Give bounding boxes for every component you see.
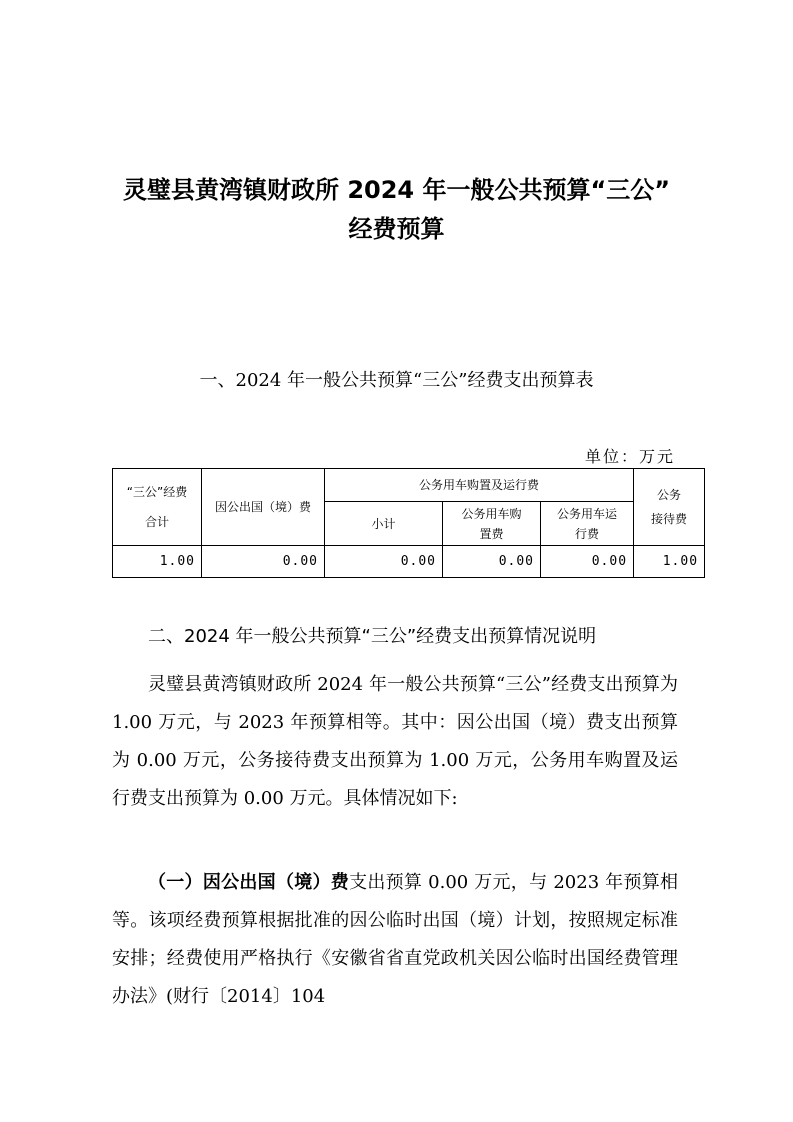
header-total-top: “三公”经费 — [126, 485, 188, 499]
header-total — [113, 469, 202, 546]
header-vehicle-operation: 公务用车运行费 — [541, 502, 634, 546]
unit-label: 单位：万元 — [584, 447, 675, 466]
header-vehicle-group: 公务用车购置及运行费 — [325, 469, 634, 502]
paragraph-2-heading: （一）因公出国（境）费 — [148, 872, 350, 893]
paragraph-1: 灵璧县黄湾镇财政所 2024 年一般公共预算“三公”经费支出预算为 1.00 万元，与 2023 年预算相等。其中：因公出国（境）费支出预算为 0.00 万元，公务接待费支出预算为 1.00 万元，公务用车购置及运行费支出预算为 0.00 万元。具体情况如下: — [112, 674, 678, 809]
cell-reception: 1.00 — [634, 546, 705, 578]
section-2-heading: 二、2024 年一般公共预算“三公”经费支出预算情况说明 — [148, 626, 597, 647]
header-subtotal: 小计 — [325, 502, 443, 546]
header-reception-bottom: 接待费 — [651, 512, 688, 526]
section-1-heading: 一、2024 年一般公共预算“三公”经费支出预算表 — [199, 370, 594, 391]
header-abroad: 因公出国（境）费 — [202, 469, 325, 546]
header-reception-top: 公务 — [657, 488, 682, 502]
title-line-2: 经费预算 — [348, 215, 445, 243]
cell-abroad: 0.00 — [202, 546, 325, 578]
cell-vehicle-purchase: 0.00 — [443, 546, 541, 578]
cell-vehicle-operation: 0.00 — [541, 546, 634, 578]
table-row — [113, 546, 705, 578]
paragraph-2-body: 支出预算 0.00 万元，与 2023 年预算相等。该项经费预算根据批准的因公临时出国（境）计划，按照规定标准安排；经费使用严格执行《安徽省省直党政机关因公临时出国经费管理办法》(财行〔2014〕104 — [112, 872, 678, 1007]
title-line-1: 灵璧县黄湾镇财政所 2024 年一般公共预算“三公” — [122, 176, 671, 204]
paragraph-2 — [112, 864, 678, 1016]
header-vehicle-purchase: 公务用车购置费 — [443, 502, 541, 546]
cell-subtotal: 0.00 — [325, 546, 443, 578]
cell-total: 1.00 — [113, 546, 202, 578]
document-title — [0, 172, 793, 252]
header-reception — [634, 469, 705, 546]
budget-table — [112, 468, 705, 578]
header-total-bottom: 合计 — [144, 515, 169, 529]
